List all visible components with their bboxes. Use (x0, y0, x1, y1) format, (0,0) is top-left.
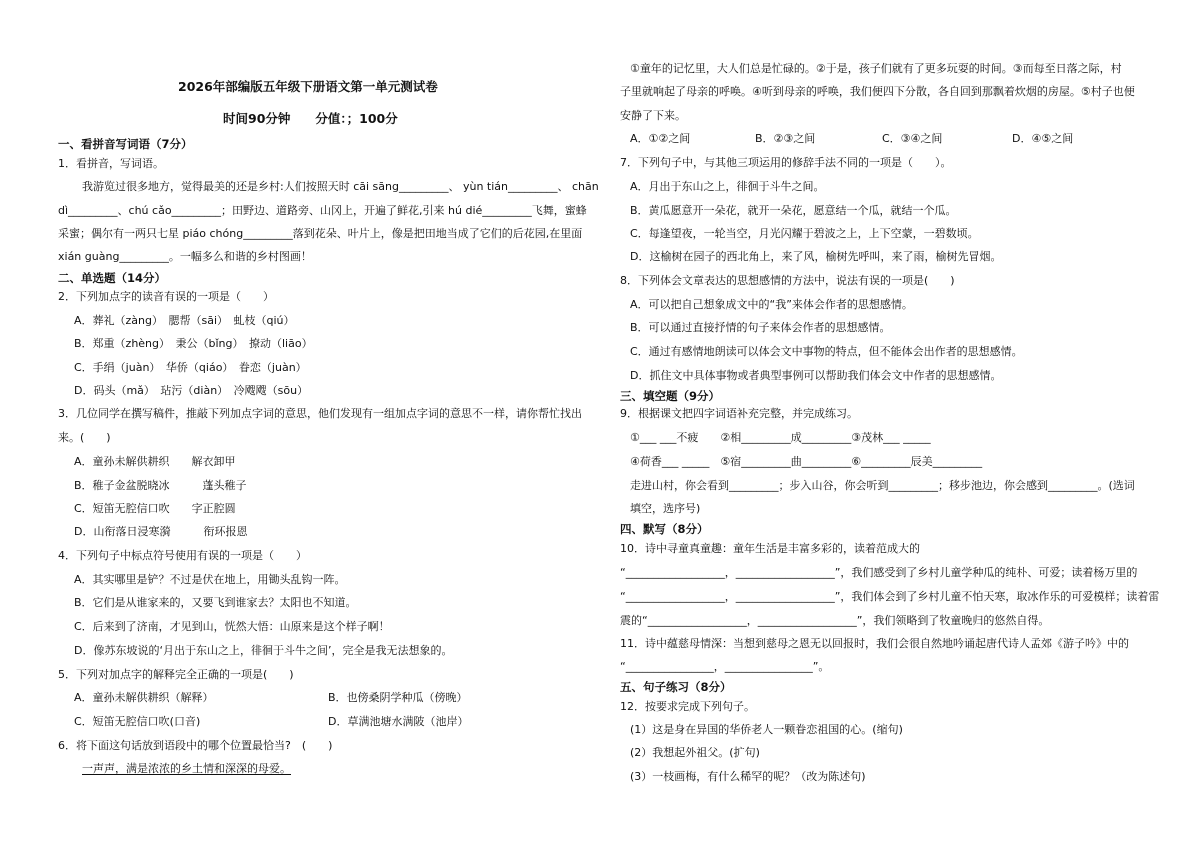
passage-line-2: 子里就响起了母亲的呼唤。④听到母亲的呼唤，我们便四下分散，各自回到那飘着炊烟的房屋。⑤村子也便 (620, 85, 1135, 98)
section-heading-5: 五、句子练习（8分） (620, 680, 732, 694)
question-8-option-d: D．抓住文中具体事物或者典型事例可以帮助我们体会文中作者的思想感情。 (630, 369, 1002, 382)
question-2: 2．下列加点字的读音有误的一项是（ ） (58, 290, 274, 303)
section-heading-4: 四、默写（8分） (620, 522, 709, 536)
question-8-option-c: C．通过有感情地朗读可以体会文中事物的特点，但不能体会出作者的思想感情。 (630, 345, 1023, 358)
question-3: 3．几位同学在撰写稿件，推敲下列加点字词的意思，他们发现有一组加点字词的意思不一样，请你帮忙找出 (58, 407, 582, 420)
page-title: 2026年部编版五年级下册语文第一单元测试卷 (178, 79, 438, 94)
question-2-option-a: A．葬礼（zàng） 腮帮（sāi） 虬枝（qiú） (74, 314, 295, 327)
question-1-line-4: xián guàng_________。一幅多么和谐的乡村图画！ (58, 250, 312, 263)
question-9-line-4: 填空，选序号) (630, 502, 701, 515)
question-5-option-b: B．也傍桑阴学种瓜（傍晚） (328, 691, 468, 704)
question-10: 10．诗中寻童真童趣：童年生活是丰富多彩的，读着范成大的 (620, 542, 920, 555)
question-2-option-c: C．手绢（juàn） 华侨（qiáo） 眷恋（juàn） (74, 361, 307, 374)
question-3-option-d: D．山衔落日浸寒漪 衔环报恩 (74, 525, 248, 538)
question-11-line-2: “________________，________________”。 (620, 660, 830, 673)
question-4: 4．下列句子中标点符号使用有误的一项是（ ） (58, 549, 307, 562)
question-12: 12．按要求完成下列句子。 (620, 700, 755, 713)
page-subtitle: 时间90分钟 分值：；100分 (223, 111, 398, 126)
question-7-option-a: A．月出于东山之上，徘徊于斗牛之间。 (630, 180, 825, 193)
question-5: 5．下列对加点字的解释完全正确的一项是( ) (58, 668, 294, 681)
question-8: 8．下列体会文章表达的思想感情的方法中，说法有误的一项是( ) (620, 274, 955, 287)
passage-line-3: 安静了下来。 (620, 109, 686, 122)
section-heading-1: 一、看拼音写词语（7分） (58, 137, 193, 151)
question-4-option-c: C．后来到了济南，才见到山，恍然大悟：山原来是这个样子啊！ (74, 620, 390, 633)
question-5-option-c: C．短笛无腔信口吹(口音) (74, 715, 201, 728)
question-12-item-1: (1）这是身在异国的华侨老人一颗眷恋祖国的心。(缩句) (630, 723, 903, 736)
question-3-option-b: B．稚子金盆脱晓冰 蓬头稚子 (74, 479, 247, 492)
question-6-option-d: D．④⑤之间 (1012, 132, 1074, 145)
question-7-option-d: D．这榆树在园子的西北角上，来了风，榆树先呼叫，来了雨，榆树先冒烟。 (630, 250, 1002, 263)
question-1-line-1: 我游览过很多地方，觉得最美的还是乡村:人们按照天时 cāi sāng_________、 yùn tián_________、 chān (82, 180, 599, 193)
question-6-option-c: C．③④之间 (882, 132, 943, 145)
question-1-line-3: 采蜜；偶尔有一两只七星 piáo chóng_________落到花朵、叶片上，像是把田地当成了它们的后花园,在里面 (58, 227, 583, 240)
question-10-line-2: “__________________，__________________”，我们感受到了乡村儿童学种瓜的纯朴、可爱；读着杨万里的 (620, 566, 1138, 579)
question-9-row-2: ④荷香___ _____ ⑤宿_________曲_________⑥_________辰美_________ (630, 455, 983, 468)
question-10-line-4: 震的“__________________，__________________”，我们领略到了牧童晚归的悠然自得。 (620, 614, 1050, 627)
question-9-row-1: ①___ ___不疲 ②相_________成_________③茂林___ _____ (630, 431, 931, 444)
question-4-option-d: D．像苏东坡说的‘月出于东山之上，徘徊于斗牛之间’，完全是我无法想象的。 (74, 644, 453, 657)
question-12-item-3: (3）一枝画梅，有什么稀罕的呢？（改为陈述句) (630, 770, 866, 783)
question-1: 1．看拼音，写词语。 (58, 157, 164, 170)
question-6-option-b: B．②③之间 (755, 132, 816, 145)
question-6-sentence: 一声声，满是浓浓的乡土情和深深的母爱。 (82, 762, 291, 775)
question-9-line-3: 走进山村，你会看到_________；步入山谷，你会听到_________；移步池边，你会感到_________。(选词 (630, 479, 1135, 492)
question-9: 9．根据课文把四字词语补充完整，并完成练习。 (620, 407, 858, 420)
question-8-option-b: B．可以通过直接抒情的句子来体会作者的思想感情。 (630, 321, 891, 334)
question-4-option-a: A．其实哪里是铲？不过是伏在地上，用锄头乱钩一阵。 (74, 573, 346, 586)
question-12-item-2: (2）我想起外祖父。(扩句) (630, 746, 760, 759)
question-7-option-c: C．每逢望夜，一轮当空，月光闪耀于碧波之上，上下空蒙，一碧数顷。 (630, 227, 979, 240)
question-2-option-d: D．码头（mǎ） 玷污（diàn） 冷飕飕（sōu） (74, 384, 309, 397)
question-6: 6．将下面这句话放到语段中的哪个位置最恰当? ( ) (58, 739, 333, 752)
question-7-option-b: B．黄瓜愿意开一朵花，就开一朵花，愿意结一个瓜，就结一个瓜。 (630, 204, 957, 217)
question-1-line-2: dì_________、chú cǎo_________；田野边、道路旁、山冈上，开遍了鲜花,引来 hú dié_________飞舞，蜜蜂 (58, 204, 587, 217)
question-4-option-b: B．它们是从谁家来的，又要飞到谁家去？太阳也不知道。 (74, 596, 357, 609)
question-6-option-a: A．①②之间 (630, 132, 691, 145)
question-7: 7．下列句子中，与其他三项运用的修辞手法不同的一项是（ ）。 (620, 156, 952, 169)
question-5-option-d: D．草满池塘水满陂（池岸） (328, 715, 469, 728)
question-3-option-c: C．短笛无腔信口吹 字正腔圆 (74, 502, 236, 515)
question-11: 11．诗中蕴慈母情深：当想到慈母之恩无以回报时，我们会很自然地吟诵起唐代诗人孟郊《游子吟》中的 (620, 637, 1129, 650)
passage-line-1: ①童年的记忆里，大人们总是忙碌的。②于是，孩子们就有了更多玩耍的时间。③而每至日落之际，村 (630, 62, 1122, 75)
question-3-cont: 来。( ) (58, 431, 111, 444)
section-heading-3: 三、填空题（9分） (620, 389, 721, 403)
question-10-line-3: “__________________，__________________”，我们体会到了乡村儿童不怕天寒，取冰作乐的可爱模样；读着雷 (620, 590, 1160, 603)
section-heading-2: 二、单选题（14分） (58, 271, 167, 285)
question-8-option-a: A．可以把自己想象成文中的“我”来体会作者的思想感情。 (630, 298, 913, 311)
question-2-option-b: B．郑重（zhèng） 秉公（bǐng） 撩动（liāo） (74, 337, 313, 350)
question-3-option-a: A．童孙未解供耕织 解衣卸甲 (74, 455, 236, 468)
question-5-option-a: A．童孙未解供耕织（解释） (74, 691, 214, 704)
